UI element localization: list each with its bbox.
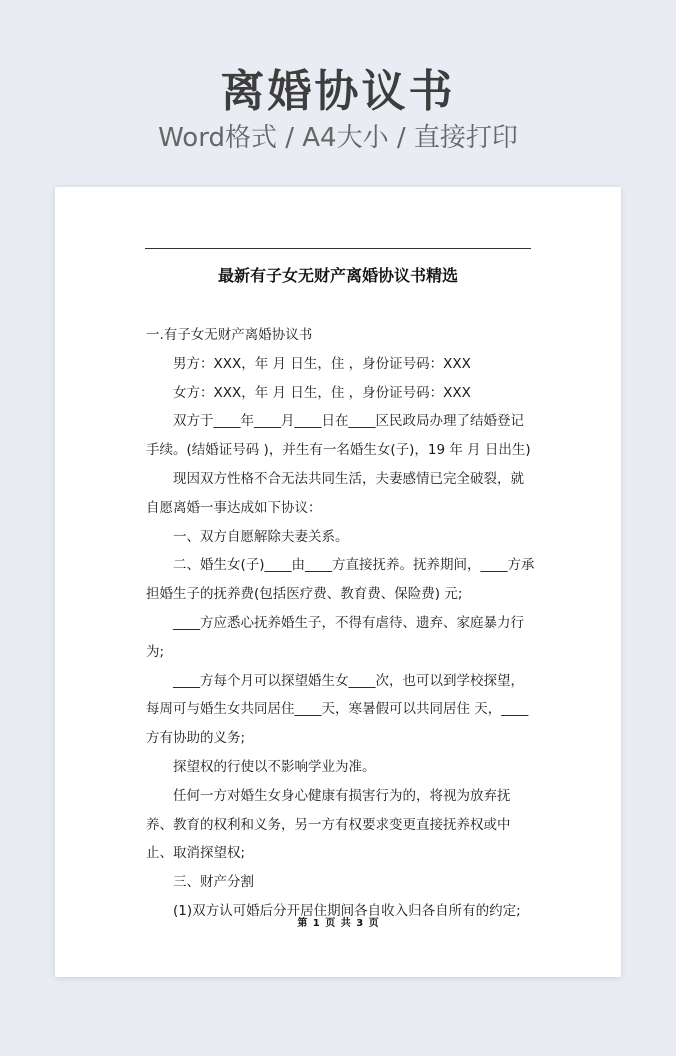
document-title: 最新有子女无财产离婚协议书精选	[217, 266, 458, 285]
document-paragraph: ____方每个月可以探望婚生女____次，也可以到学校探望，每周可与婚生女共同居住____天，寒暑假可以共同居住 天，____方有协助的义务;	[146, 672, 529, 747]
document-paragraph: 双方于____年____月____日在____区民政局办理了结婚登记手续。(结婚证号码 )，并生有一名婚生女(子)，19 年 月 日出生)	[146, 413, 531, 459]
document-paragraph: 二、婚生女(子)____由____方直接抚养。抚养期间，____方承担婚生子的抚养费(包括医疗费、教育费、保险费) 元;	[146, 557, 535, 603]
document-paragraph: 一.有子女无财产离婚协议书	[146, 327, 313, 343]
hero-title: 离婚协议书	[220, 66, 456, 117]
hero-subtitle: Word格式 / A4大小 / 直接打印	[158, 123, 518, 153]
document-paragraph: 任何一方对婚生女身心健康有损害行为的，将视为放弃抚养、教育的权利和义务，另一方有权要求变更直接抚养权或中止、取消探望权;	[146, 787, 511, 862]
document-paragraph: 三、财产分割	[173, 874, 254, 891]
document-page	[55, 187, 621, 977]
document-paragraph: (1)双方认可婚后分开居住期间各自收入归各自所有的约定;	[173, 902, 521, 919]
document-paragraph: ____方应悉心抚养婚生子，不得有虐待、遗弃、家庭暴力行为;	[146, 614, 524, 660]
header-rule	[145, 248, 531, 249]
document-paragraph: 现因双方性格不合无法共同生活，夫妻感情已完全破裂，就自愿离婚一事达成如下协议：	[146, 470, 524, 516]
document-body	[146, 321, 536, 926]
page-number: 第 1 页 共 3 页	[297, 918, 379, 929]
document-paragraph: 一、双方自愿解除夫妻关系。	[173, 528, 349, 545]
document-paragraph: 男方：XXX，年 月 日生，住 ，身份证号码：XXX	[173, 355, 471, 372]
document-paragraph: 探望权的行使以不影响学业为准。	[173, 758, 376, 775]
document-paragraph: 女方：XXX，年 月 日生，住 ，身份证号码：XXX	[173, 384, 471, 401]
